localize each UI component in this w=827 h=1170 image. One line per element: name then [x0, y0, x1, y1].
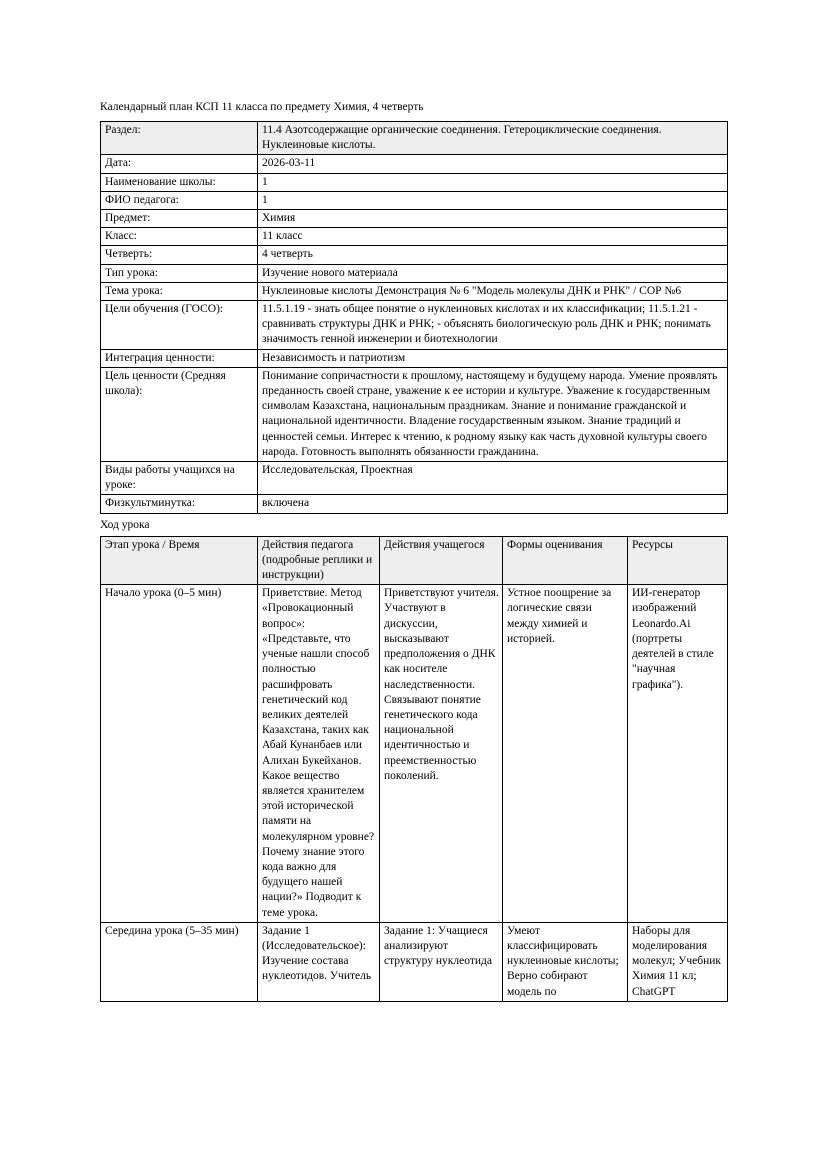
info-value-cell: Нуклеиновые кислоты Демонстрация № 6 "Модель молекулы ДНК и РНК" / СОР №6	[258, 282, 728, 300]
info-value-cell: 1	[258, 173, 728, 191]
info-value-cell: 11.4 Азотсодержащие органические соединения. Гетероциклические соединения. Нуклеиновые кислоты.	[258, 122, 728, 155]
info-label-cell: Раздел:	[101, 122, 258, 155]
flow-resources-cell: ИИ-генератор изображений Leonardo.Ai (портреты деятелей в стиле "научная графика").	[628, 585, 728, 922]
lesson-flow-heading: Ход урока	[100, 518, 150, 531]
table-row	[101, 210, 728, 228]
column-header-teacher-actions: Действия педагога (подробные реплики и инструкции)	[258, 536, 380, 585]
table-row	[101, 282, 728, 300]
table-row	[101, 922, 728, 1001]
table-row	[101, 228, 728, 246]
info-label-cell: Цели обучения (ГОСО):	[101, 301, 258, 350]
info-value-cell: Изучение нового материала	[258, 264, 728, 282]
lesson-flow-table-body	[101, 536, 728, 1001]
info-label-cell: Класс:	[101, 228, 258, 246]
flow-teacher-cell: Приветствие. Метод «Провокационный вопрос»: «Представьте, что ученые нашли способ полностью расшифровать генетический код великих деятелей Казахстана, таких как Абай Кунанбаев или Алихан Букейханов. Какое вещество является хранителем этой исторической памяти на молекулярном уровне? Почему знание этого кода важно для будущего нашей нации?» Подводит к теме урока.	[258, 585, 380, 922]
column-header-stage: Этап урока / Время	[101, 536, 258, 585]
table-row	[101, 122, 728, 155]
flow-teacher-cell: Задание 1 (Исследовательское): Изучение состава нуклеотидов. Учитель	[258, 922, 380, 1001]
table-row	[101, 585, 728, 922]
info-value-cell: 1	[258, 191, 728, 209]
table-row	[101, 367, 728, 461]
flow-assessment-cell: Умеют классифицировать нуклеиновые кислоты; Верно собирают модель по	[503, 922, 628, 1001]
info-label-cell: Тема урока:	[101, 282, 258, 300]
column-header-assessment: Формы оценивания	[503, 536, 628, 585]
flow-assessment-cell: Устное поощрение за логические связи между химией и историей.	[503, 585, 628, 922]
flow-stage-cell: Начало урока (0–5 мин)	[101, 585, 258, 922]
table-row	[101, 495, 728, 513]
info-label-cell: Виды работы учащихся на уроке:	[101, 462, 258, 495]
info-value-cell: Независимость и патриотизм	[258, 349, 728, 367]
flow-stage-cell: Середина урока (5–35 мин)	[101, 922, 258, 1001]
info-value-cell: включена	[258, 495, 728, 513]
column-header-resources: Ресурсы	[628, 536, 728, 585]
column-header-student-actions: Действия учащегося	[380, 536, 503, 585]
info-label-cell: Наименование школы:	[101, 173, 258, 191]
info-label-cell: ФИО педагога:	[101, 191, 258, 209]
info-label-cell: Тип урока:	[101, 264, 258, 282]
lesson-info-table	[100, 121, 728, 514]
info-value-cell: Химия	[258, 210, 728, 228]
flow-student-cell: Задание 1: Учащиеся анализируют структуру нуклеотида	[380, 922, 503, 1001]
table-header-row	[101, 536, 728, 585]
table-row	[101, 462, 728, 495]
lesson-info-table-body	[101, 122, 728, 514]
info-value-cell: 11.5.1.19 - знать общее понятие о нуклеиновых кислотах и их классификации; 11.5.1.21 - сравнивать структуры ДНК и РНК; - объяснять биологическую роль ДНК и РНК; понимать значимость генной инженерии и биотехнологии	[258, 301, 728, 350]
info-label-cell: Предмет:	[101, 210, 258, 228]
info-value-cell: 2026-03-11	[258, 155, 728, 173]
info-label-cell: Физкультминутка:	[101, 495, 258, 513]
info-label-cell: Цель ценности (Средняя школа):	[101, 367, 258, 461]
info-value-cell: Понимание сопричастности к прошлому, настоящему и будущему народа. Умение проявлять преданность своей стране, уважение к ее истории и культуре. Уважение к государственным символам Казахстана, национальным праздникам. Знание и понимание гражданской и национальной идентичности. Владение государственным языком. Знание традиций и ценностей семьи. Интерес к чтению, к родному языку как часть духовной культуры своего народа. Готовность выполнять обязанности гражданина.	[258, 367, 728, 461]
info-value-cell: 4 четверть	[258, 246, 728, 264]
table-row	[101, 155, 728, 173]
info-label-cell: Дата:	[101, 155, 258, 173]
table-row	[101, 246, 728, 264]
flow-student-cell: Приветствуют учителя. Участвуют в дискуссии, высказывают предположения о ДНК как носителе наследственности. Связывают понятие генетического кода национальной идентичностью и преемственностью поколений.	[380, 585, 503, 922]
flow-resources-cell: Наборы для моделирования молекул; Учебник Химия 11 кл; ChatGPT	[628, 922, 728, 1001]
table-row	[101, 264, 728, 282]
table-row	[101, 349, 728, 367]
info-value-cell: Исследовательская, Проектная	[258, 462, 728, 495]
page-title: Календарный план КСП 11 класса по предмету Химия, 4 четверть	[100, 101, 424, 113]
info-label-cell: Четверть:	[101, 246, 258, 264]
info-label-cell: Интеграция ценности:	[101, 349, 258, 367]
table-row	[101, 301, 728, 350]
table-row	[101, 173, 728, 191]
lesson-flow-table	[100, 536, 728, 1002]
info-value-cell: 11 класс	[258, 228, 728, 246]
table-row	[101, 191, 728, 209]
